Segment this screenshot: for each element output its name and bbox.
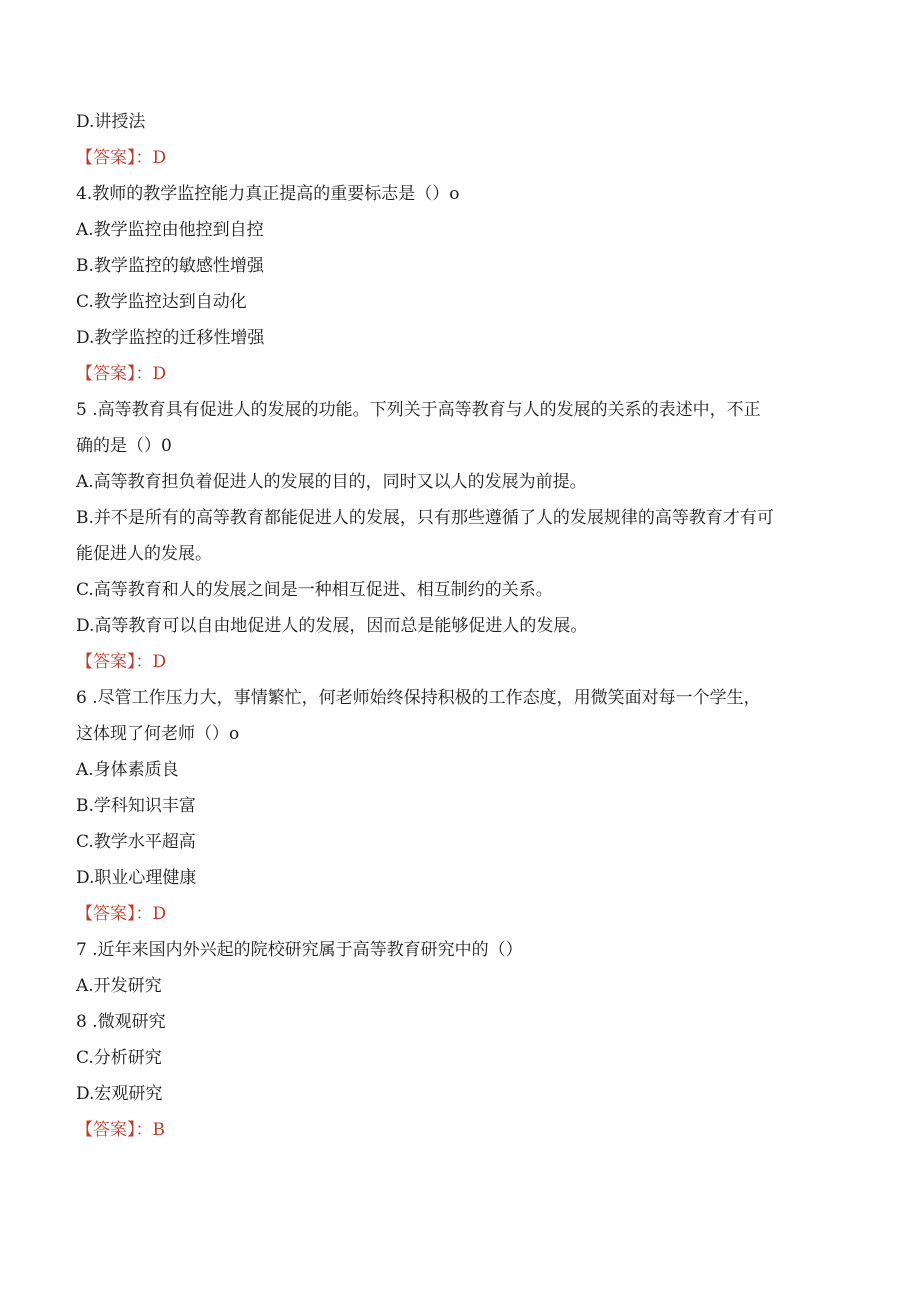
question-line: 4.教师的教学监控能力真正提高的重要标志是（）o <box>76 184 460 204</box>
option-line: C.高等教育和人的发展之间是一种相互促进、相互制约的关系。 <box>76 580 553 600</box>
option-line: A.高等教育担负着促进人的发展的目的，同时又以人的发展为前提。 <box>76 472 587 492</box>
question-line: 5 .高等教育具有促进人的发展的功能。下列关于高等教育与人的发展的关系的表述中，不正 <box>76 400 761 420</box>
option-line: C.教学监控达到自动化 <box>76 292 247 312</box>
option-line: 8 .微观研究 <box>76 1012 166 1032</box>
option-line: A.身体素质良 <box>76 760 179 780</box>
question-line: 6 .尽管工作压力大，事情繁忙，何老师始终保持积极的工作态度，用微笑面对每一个学生， <box>76 688 761 708</box>
option-line: C.教学水平超高 <box>76 832 196 852</box>
option-line: D.职业心理健康 <box>76 868 197 888</box>
option-line: 能促进人的发展。 <box>76 544 212 564</box>
answer-line: 【答案】：B <box>76 1120 165 1140</box>
option-line: C.分析研究 <box>76 1048 162 1068</box>
option-line: D.高等教育可以自由地促进人的发展，因而总是能够促进人的发展。 <box>76 616 588 636</box>
option-line: D.教学监控的迁移性增强 <box>76 328 265 348</box>
option-line: A.开发研究 <box>76 976 162 996</box>
document-page <box>76 104 846 1148</box>
option-line: D.讲授法 <box>76 112 146 132</box>
option-line: B.学科知识丰富 <box>76 796 196 816</box>
answer-line: 【答案】：D <box>76 364 167 384</box>
option-line: B.并不是所有的高等教育都能促进人的发展，只有那些遵循了人的发展规律的高等教育才有可 <box>76 508 774 528</box>
answer-line: 【答案】：D <box>76 148 167 168</box>
question-line: 这体现了何老师（）o <box>76 724 240 744</box>
question-line: 7 .近年来国内外兴起的院校研究属于高等教育研究中的（） <box>76 940 523 960</box>
answer-line: 【答案】：D <box>76 652 167 672</box>
answer-line: 【答案】：D <box>76 904 167 924</box>
option-line: B.教学监控的敏感性增强 <box>76 256 264 276</box>
question-line: 确的是（）0 <box>76 436 172 456</box>
option-line: A.教学监控由他控到自控 <box>76 220 264 240</box>
option-line: D.宏观研究 <box>76 1084 163 1104</box>
